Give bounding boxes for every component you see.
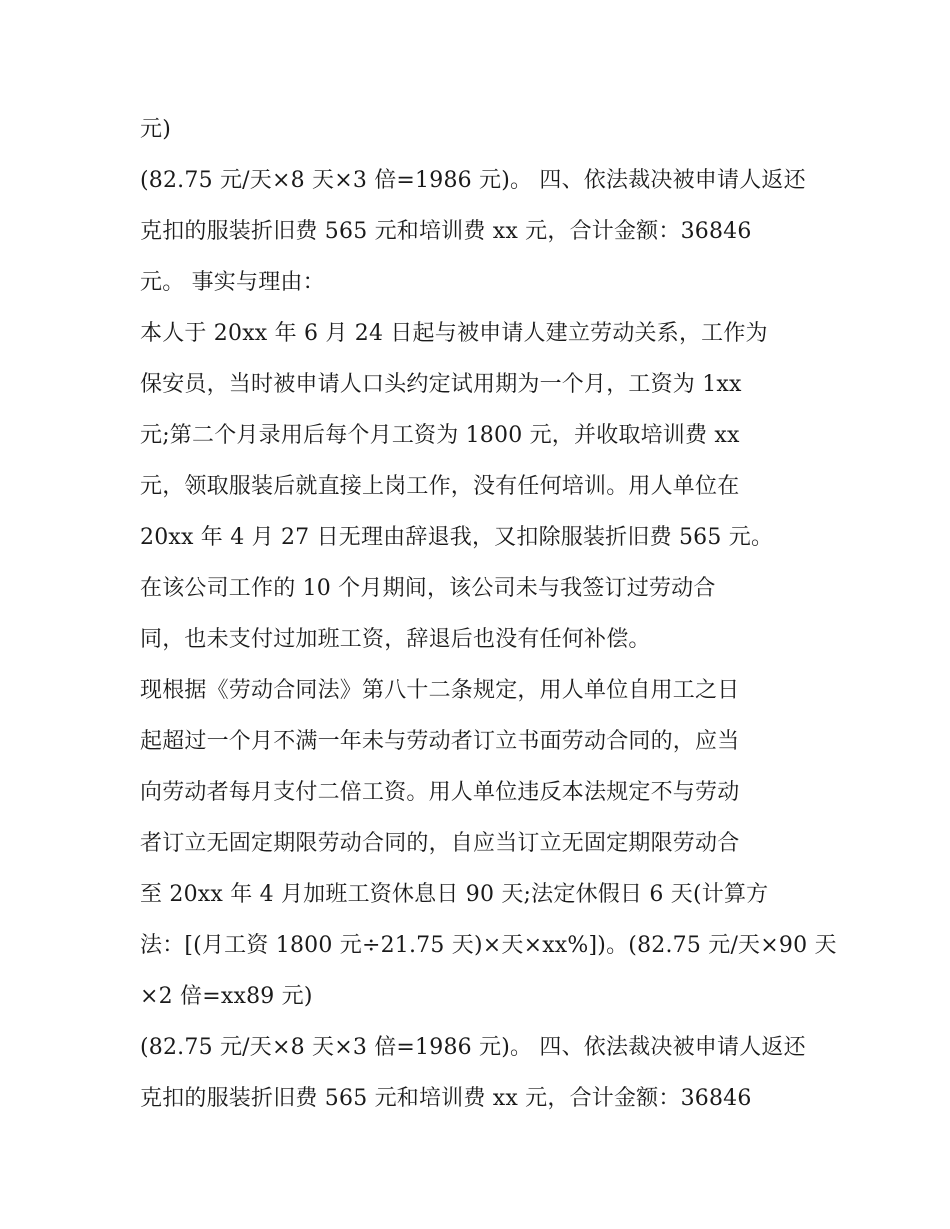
text-line-10: 在该公司工作的 10 个月期间，该公司未与我签订过劳动合 [140,576,716,601]
text-line-16: 至 20xx 年 4 月加班工资休息日 90 天;法定休假日 6 天(计算方 [140,882,769,907]
text-line-14: 向劳动者每月支付二倍工资。用人单位违反本法规定不与劳动 [140,780,740,805]
text-line-20: 克扣的服装折旧费 565 元和培训费 xx 元，合计金额：36846 [140,1086,752,1111]
text-line-12: 现根据《劳动合同法》第八十二条规定，用人单位自用工之日 [140,678,740,703]
text-line-13: 起超过一个月不满一年未与劳动者订立书面劳动合同的，应当 [140,729,740,754]
text-line-15: 者订立无固定期限劳动合同的，自应当订立无固定期限劳动合 [140,831,740,856]
text-line-17: 法：[(月工资 1800 元÷21.75 天)×天×xx%])。(82.75 元/天×90 天 [140,933,837,958]
document-body [140,104,837,1124]
text-line-11: 同，也未支付过加班工资，辞退后也没有任何补偿。 [140,627,651,652]
text-line-3: 克扣的服装折旧费 565 元和培训费 xx 元，合计金额：36846 [140,219,752,244]
text-line-19: (82.75 元/天×8 天×3 倍=1986 元)。 四、依法裁决被申请人返还 [140,1035,806,1060]
text-line-18: ×2 倍=xx89 元) [140,984,313,1009]
text-line-7: 元;第二个月录用后每个月工资为 1800 元，并收取培训费 xx [140,423,740,448]
text-line-4: 元。 事实与理由： [140,270,325,295]
text-line-8: 元，领取服装后就直接上岗工作，没有任何培训。用人单位在 [140,474,740,499]
text-line-5: 本人于 20xx 年 6 月 24 日起与被申请人建立劳动关系，工作为 [140,321,768,346]
text-line-6: 保安员，当时被申请人口头约定试用期为一个月，工资为 1xx [140,372,742,397]
text-line-2: (82.75 元/天×8 天×3 倍=1986 元)。 四、依法裁决被申请人返还 [140,168,806,193]
text-line-1: 元) [140,117,171,142]
text-line-9: 20xx 年 4 月 27 日无理由辞退我，又扣除服装折旧费 565 元。 [140,525,774,550]
